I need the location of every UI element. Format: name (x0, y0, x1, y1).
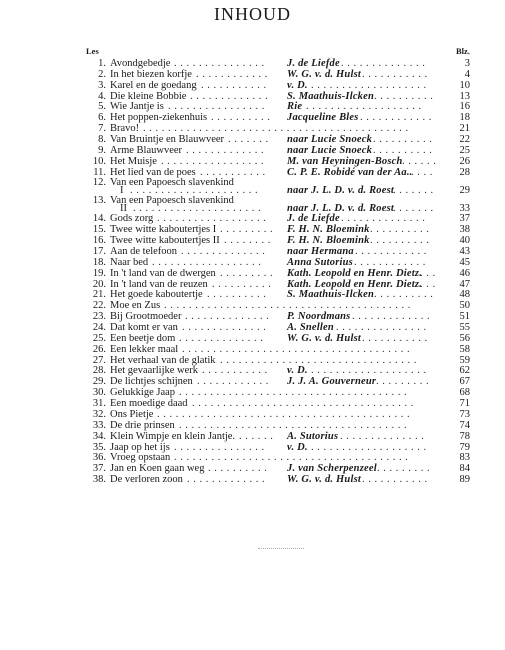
lesson-title: Naar bed (110, 256, 149, 268)
lesson-author: P. Noordmans (287, 311, 351, 323)
lesson-number: 20. (92, 278, 106, 290)
lesson-author: naar J. L. D. v. d. Roest (287, 185, 394, 197)
lesson-title: Vroeg opstaan (110, 452, 171, 464)
leader-dots: . . . . . . . . . . . . . (186, 144, 265, 156)
leader-dots: . . . . . . . . . . . . . . . . . . . (311, 441, 427, 453)
lesson-number: 22. (92, 300, 106, 312)
toc-entry (0, 196, 505, 214)
toc-entry (0, 168, 505, 179)
page-number: 74 (459, 419, 470, 431)
lesson-number: 28. (92, 365, 106, 377)
lesson-title: Bravo! (110, 123, 140, 135)
lesson-title: Dat komt er van (110, 322, 178, 334)
lesson-number: 3. (98, 79, 106, 91)
page-number: 25 (459, 144, 470, 156)
lesson-title: In 't land van de reuzen (110, 278, 208, 290)
toc-entry (0, 157, 505, 168)
lesson-author: Kath. Leopold en Henr. Dietz. (287, 267, 423, 279)
leader-dots: . . . (420, 278, 436, 290)
page-number: 84 (459, 463, 470, 475)
lesson-number: 14. (92, 213, 106, 225)
lesson-title: Twee witte kaboutertjes I (110, 224, 217, 236)
lesson-title: Karel en de goedang (110, 79, 197, 91)
lesson-number: 5. (98, 101, 106, 113)
leader-dots: . . . . . . . . . . . . . . . . . . . . . . . . . . . . . . . . . . . . . . (174, 452, 409, 464)
leader-dots: . . . . . . . . . . . (202, 365, 268, 377)
page-number: 68 (459, 387, 470, 399)
page-number: 79 (459, 441, 470, 453)
leader-dots: . . . . (411, 166, 433, 178)
leader-dots: . . . . . . . . . . . . . . . . . . . (311, 365, 427, 377)
lesson-title: De verloren zoon (110, 474, 183, 486)
leader-dots: . . . . . . . . . . . . (360, 112, 432, 124)
lesson-number: 21. (92, 289, 106, 301)
lesson-title: Een moedige daad (110, 398, 188, 410)
leader-dots: . . . . . . . . . . . (362, 68, 428, 80)
table-of-contents (0, 59, 505, 486)
lesson-number: 35. (92, 441, 106, 453)
lesson-author: v. D. (287, 79, 308, 91)
page-number: 51 (459, 311, 470, 323)
lesson-title: Het verhaal van de glatik (110, 354, 216, 366)
page-title: INHOUD (214, 4, 291, 24)
lesson-title: Het lied van de poes (110, 166, 196, 178)
lesson-number: 15. (92, 224, 106, 236)
leader-dots: . . . . . . . . . . . . . . . . . . . . . . . . . . . . . . . . . . . . . (182, 343, 411, 355)
lesson-number: 34. (92, 430, 106, 442)
lesson-number: 31. (92, 398, 106, 410)
lesson-title-part: II (120, 203, 127, 215)
leader-dots: . . . . . . . . . . (374, 90, 434, 102)
leader-dots: . . . . . . . . . . . (362, 332, 428, 344)
lesson-author: W. G. v. d. Hulst (287, 474, 361, 486)
page-number: 38 (459, 224, 470, 236)
leader-dots: . . . . . . . . . . . . . . . . . . . . . (133, 203, 262, 215)
page-number: 43 (459, 246, 470, 258)
lesson-number: 38. (92, 474, 106, 486)
leader-dots: . . . . . . . . . . . (362, 474, 428, 486)
lesson-author: W. G. v. d. Hulst (287, 68, 361, 80)
lesson-number: 1. (98, 58, 106, 69)
page-number: 73 (459, 408, 470, 420)
page-number: 45 (459, 256, 470, 268)
lesson-title: In het biezen korfje (110, 68, 192, 80)
lesson-title: In 't land van de dwergen (110, 267, 216, 279)
leader-dots: . . . . . . . . . . . . . (352, 311, 431, 323)
page-number: 48 (459, 289, 470, 301)
page-number: 71 (459, 398, 470, 410)
page-number: 26 (459, 155, 470, 167)
column-header-les: Les (86, 46, 99, 56)
lesson-number: 12. (92, 177, 106, 189)
page-number: 89 (459, 474, 470, 486)
leader-dots: . . . . . . . (393, 185, 434, 197)
leader-dots: . . . . . . . . (224, 235, 271, 247)
page-number: 10 (459, 79, 470, 91)
lesson-title: Van een Papoesch slavenkind (110, 177, 234, 189)
page-number: 16 (459, 101, 470, 113)
page-number: 28 (459, 166, 470, 178)
leader-dots: . . . . . . . . . . . . . . . (174, 441, 265, 453)
lesson-title: Ons Pietje (110, 408, 154, 420)
lesson-author: v. D. (287, 441, 308, 453)
lesson-title: Aan de telefoon (110, 246, 178, 258)
toc-entry (0, 269, 505, 280)
page-number: 37 (459, 213, 470, 225)
leader-dots: . . . . . . . . . . . . (197, 376, 269, 388)
leader-dots: . . . . . . . . . . . . . . . . . . (152, 256, 262, 268)
lesson-title: Klein Wimpje en klein Jantje. (110, 430, 236, 442)
lesson-number: 26. (92, 343, 106, 355)
lesson-author: Anna Sutorius (287, 256, 353, 268)
toc-entry (0, 178, 505, 196)
lesson-number: 23. (92, 311, 106, 323)
lesson-title: Wie Jantje is (110, 101, 164, 113)
leader-dots: . . . . . . . . . . . . (355, 246, 427, 258)
page-number: 56 (459, 332, 470, 344)
lesson-author: J. de Liefde (287, 213, 340, 225)
lesson-author: J. de Liefde (287, 58, 340, 69)
lesson-author: v. D. (287, 365, 308, 377)
leader-dots: . . . . . . . . . . . . . . . . . . . (306, 101, 422, 113)
leader-dots: . . . . . . . . . . . . . . (340, 430, 425, 442)
leader-dots: . . . . . . . . . . . . . . (182, 322, 267, 334)
lesson-number: 7. (98, 123, 106, 135)
lesson-title: De lichtjes schijnen (110, 376, 193, 388)
lesson-number: 24. (92, 322, 106, 334)
lesson-author: naar Hermana (287, 246, 354, 258)
leader-dots: . . . . . . . . . . . . . . (185, 311, 270, 323)
leader-dots: . . . . . . . . . . . . . . (341, 213, 426, 225)
leader-dots: . . . . . . . . . . . (200, 166, 266, 178)
lesson-number: 2. (98, 68, 106, 80)
leader-dots: . . . . . . . . . . . . . . . . (168, 101, 265, 113)
leader-dots: . . . . . . . . . . . . . . . . . . . . . . . . . . . . . . . . . . . . (192, 398, 414, 410)
leader-dots: . . . . . . . . . . . . . . . . . . (157, 213, 267, 225)
lesson-number: 13. (92, 195, 106, 207)
leader-dots: . . . . . . . . . . . . . . (181, 246, 266, 258)
leader-dots: . . . . . . . . . . . . . (187, 474, 266, 486)
lesson-number: 25. (92, 332, 106, 344)
leader-dots: . . . . . . (239, 430, 274, 442)
leader-dots: . . . . . . . . . . . . . . (179, 332, 264, 344)
page-number: 13 (459, 90, 470, 102)
lesson-title: Gods zorg (110, 213, 154, 225)
lesson-title: De drie prinsen (110, 419, 175, 431)
page-number: 58 (459, 343, 470, 355)
lesson-author: S. Maathuis-Ilcken (287, 90, 375, 102)
page-number: 18 (459, 112, 470, 124)
page-number: 50 (459, 300, 470, 312)
lesson-title: Avondgebedje (110, 58, 171, 69)
lesson-title: Het poppen-ziekenhuis (110, 112, 208, 124)
lesson-author: naar Lucie Snoeck (287, 134, 373, 146)
page-number: 4 (464, 68, 470, 80)
leader-dots: . . . . . . . . . . . . (354, 256, 426, 268)
page-number: 3 (464, 58, 470, 69)
page-number: 55 (459, 322, 470, 334)
page-number: 33 (459, 203, 470, 215)
lesson-title: Die kleine Bobbie (110, 90, 187, 102)
lesson-number: 9. (98, 144, 106, 156)
lesson-author: M. van Heyningen-Bosch (287, 155, 403, 167)
lesson-title: Van Bruintje en Blauwveer (110, 134, 225, 146)
page-number: 67 (459, 376, 470, 388)
lesson-title: Jaap op het ijs (110, 441, 170, 453)
lesson-number: 30. (92, 387, 106, 399)
lesson-title: Jan en Koen gaan weg (110, 463, 205, 475)
lesson-number: 8. (98, 134, 106, 146)
leader-dots: . . . . . . . . . (376, 376, 430, 388)
leader-dots: . . . . . . . . . . . . . . . (174, 58, 265, 69)
toc-entry (0, 421, 505, 432)
leader-dots: . . . . . . . . . . (374, 289, 434, 301)
leader-dots: . . . . . . . . . . (212, 278, 272, 290)
lesson-number: 19. (92, 267, 106, 279)
lesson-title: Het goede kaboutertje (110, 289, 203, 301)
leader-dots: . . . . . . . . . . . (201, 79, 267, 91)
leader-dots: . . . . . . (402, 155, 437, 167)
page-number: 22 (459, 134, 470, 146)
leader-dots: . . . . . . . . . . . . . . . . . . . . . . . . . . . . . . . . . . . . . . . . . (157, 408, 411, 420)
toc-entry (0, 475, 505, 486)
leader-dots: . . . . . . . . . . (208, 463, 268, 475)
leader-dots: . . . . . . . . . . (370, 235, 430, 247)
lesson-number: 18. (92, 256, 106, 268)
leader-dots: . . . . . . . . . . . . . . (341, 58, 426, 69)
end-rule (258, 548, 304, 549)
lesson-author: F. H. N. Bloemink (287, 224, 370, 236)
page-number: 29 (459, 185, 470, 197)
leader-dots: . . . . . . . . . . . . . . . . . . . . . . . . . . . . . . . . . . . . . (179, 387, 408, 399)
lesson-number: 11. (93, 166, 106, 178)
page-number: 59 (459, 354, 470, 366)
lesson-author: Jacqueline Bles (287, 112, 359, 124)
lesson-number: 33. (92, 419, 106, 431)
leader-dots: . . . . . . . . . . . . . (190, 90, 269, 102)
lesson-author: S. Maathuis-Ilcken (287, 289, 375, 301)
lesson-title: Twee witte kaboutertjes II (110, 235, 220, 247)
lesson-number: 29. (92, 376, 106, 388)
lesson-number: 32. (92, 408, 106, 420)
leader-dots: . . . . . . . . . . . . . . . . . . . . . . . . . . . . . . . . . . . . . (179, 419, 408, 431)
lesson-title: Het Muisje (110, 155, 157, 167)
lesson-author: W. G. v. d. Hulst (287, 332, 361, 344)
leader-dots: . . . . . . . . . . (373, 134, 433, 146)
leader-dots: . . . . . . . . . (220, 267, 274, 279)
page-number: 21 (459, 123, 470, 135)
lesson-author: J. J. A. Gouverneur (287, 376, 377, 388)
leader-dots: . . . (420, 267, 436, 279)
lesson-author: Kath. Leopold en Henr. Dietz. (287, 278, 423, 290)
leader-dots: . . . . . . . . . . . . . . . (336, 322, 427, 334)
toc-entry (0, 345, 505, 356)
lesson-number: 6. (98, 112, 106, 124)
leader-dots: . . . . . . . . . . . . . . . . . . . . . . . . . . . . . . . . (220, 354, 417, 366)
lesson-title: Het gevaarlijke werk (110, 365, 199, 377)
leader-dots: . . . . . . . . . (377, 463, 431, 475)
leader-dots: . . . . . . . . . . . . . . . . . . . (311, 79, 427, 91)
page-number: 46 (459, 267, 470, 279)
leader-dots: . . . . . . . . . . . . (196, 68, 268, 80)
page-number: 78 (459, 430, 470, 442)
leader-dots: . . . . . . . . . . (207, 289, 267, 301)
lesson-number: 10. (92, 155, 106, 167)
lesson-number: 4. (98, 90, 106, 102)
lesson-author: C. P. E. Robidé van der Aa.. (287, 166, 413, 178)
lesson-number: 37. (92, 463, 106, 475)
lesson-number: 17. (92, 246, 106, 258)
lesson-author: A. Sutorius (287, 430, 339, 442)
lesson-author: J. van Scherpenzeel (287, 463, 377, 475)
leader-dots: . . . . . . . (393, 203, 434, 215)
lesson-title: Gelukkige Jaap (110, 387, 176, 399)
lesson-number: 27. (92, 354, 106, 366)
leader-dots: . . . . . . . . . . (370, 224, 430, 236)
lesson-title: Arme Blauwveer (110, 144, 183, 156)
lesson-title: Moe en Zus (110, 300, 161, 312)
leader-dots: . . . . . . . . . (220, 224, 274, 236)
lesson-author: naar Lucie Snoeck (287, 144, 373, 156)
toc-entry (0, 432, 505, 443)
leader-dots: . . . . . . . . . . (373, 144, 433, 156)
lesson-title: Van een Papoesch slavenkind (110, 195, 234, 207)
leader-dots: . . . . . . . . . . . . . . . . . . . . . . . . . . . . . . . . . . . . . . . . (164, 300, 411, 312)
leader-dots: . . . . . . . . . . . . . . . . . (161, 155, 265, 167)
lesson-title: Een beetje dom (110, 332, 176, 344)
leader-dots: . . . . . . . . . . (211, 112, 271, 124)
column-header-blz: Blz. (456, 46, 470, 56)
page-number: 40 (459, 235, 470, 247)
lesson-author: F. H. N. Bloemink (287, 235, 370, 247)
lesson-number: 36. (92, 452, 106, 464)
lesson-author: A. Snellen (287, 322, 334, 334)
lesson-title: Een lekker maal (110, 343, 179, 355)
leader-dots: . . . . . . . . . . . . . . . . . . . . . . . . . . . . . . . . . . . . . . . . . . . (143, 123, 409, 135)
page-number: 47 (459, 278, 470, 290)
lesson-author: Rie (287, 101, 303, 113)
toc-entry (0, 81, 505, 92)
lesson-number: 16. (92, 235, 106, 247)
lesson-title: Bij Grootmoeder (110, 311, 182, 323)
page-number: 83 (459, 452, 470, 464)
leader-dots: . . . . . . . . . . . . . . . . . . . . . (130, 185, 259, 197)
lesson-title-part: I (120, 185, 124, 197)
leader-dots: . . . . . . . (228, 134, 269, 146)
lesson-author: naar J. L. D. v. d. Roest (287, 203, 394, 215)
page-number: 62 (459, 365, 470, 377)
